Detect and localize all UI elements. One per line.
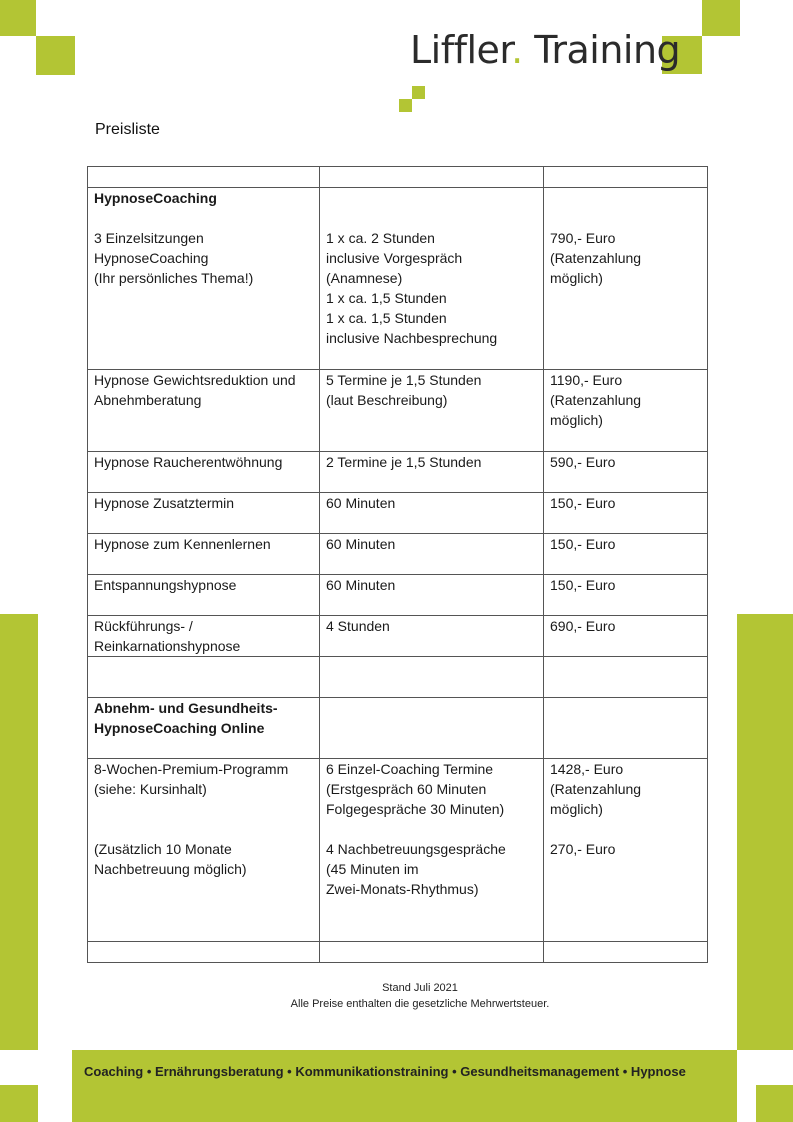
table-row-hypnosecoaching	[88, 188, 708, 370]
table-row: Rückführungs- / Reinkarnationshypnose 4 Stunden 690,- Euro	[88, 616, 708, 657]
section-heading: Abnehm- und Gesundheits-	[94, 700, 278, 716]
corner-square-top-right	[702, 0, 740, 36]
service-cell: HypnoseCoaching 3 Einzelsitzungen HypnoseCoaching (Ihr persönliches Thema!)	[88, 188, 320, 370]
price-cell: 790,- Euro (Ratenzahlung möglich)	[544, 188, 708, 370]
table-row-empty-top	[88, 167, 708, 188]
page-title: Preisliste	[95, 121, 160, 138]
services-tagline: Coaching • Ernährungsberatung • Kommunikationstraining • Gesundheitsmanagement • Hypnose	[84, 1064, 686, 1079]
logo-square-2	[399, 99, 412, 112]
duration-cell: 1 x ca. 2 Stunden inclusive Vorgespräch (Anamnese) 1 x ca. 1,5 Stunden 1 x ca. 1,5 Stunden inclusive Nachbesprechung	[320, 188, 544, 370]
table-row: Hypnose Gewichtsreduktion und Abnehmberatung 5 Termine je 1,5 Stunden (laut Beschreibung) 1190,- Euro (Ratenzahlung möglich)	[88, 370, 708, 452]
table-row: Hypnose Zusatztermin 60 Minuten 150,- Euro	[88, 493, 708, 534]
price-table	[87, 166, 708, 963]
table-row: Hypnose Raucherentwöhnung 2 Termine je 1,5 Stunden 590,- Euro	[88, 452, 708, 493]
table-row-online: 8-Wochen-Premium-Programm (siehe: Kursinhalt) (Zusätzlich 10 Monate Nachbetreuung möglich) 6 Einzel-Coaching Termine (Erstgespräch 60 Minuten Folgegespräche 30 Minuten) 4 Nachbetreuungsgespräche (45 Minuten im Zwei-Monats-Rhythmus) 1428,- Euro (Ratenzahlung möglich) 270,- Euro	[88, 759, 708, 942]
corner-square-bottom-right	[756, 1085, 793, 1122]
vat-note: Alle Preise enthalten die gesetzliche Mehrwertsteuer.	[290, 998, 550, 1010]
date-note: Stand Juli 2021	[382, 982, 458, 994]
table-row: Hypnose zum Kennenlernen 60 Minuten 150,- Euro	[88, 534, 708, 575]
brand-logo: Liffler. Training	[410, 28, 681, 72]
logo-square-1	[412, 86, 425, 99]
footer-note	[0, 980, 793, 1012]
table-row-empty	[88, 657, 708, 698]
corner-square-top-left-2	[36, 36, 75, 75]
table-row-online-heading: Abnehm- und Gesundheits- HypnoseCoaching Online	[88, 698, 708, 759]
corner-square-bottom-left	[0, 1085, 38, 1122]
corner-square-top-left	[0, 0, 36, 36]
section-heading: HypnoseCoaching	[94, 190, 217, 206]
table-row-empty-bottom	[88, 942, 708, 963]
table-row: Entspannungshypnose 60 Minuten 150,- Euro	[88, 575, 708, 616]
bottom-bar	[72, 1050, 737, 1122]
